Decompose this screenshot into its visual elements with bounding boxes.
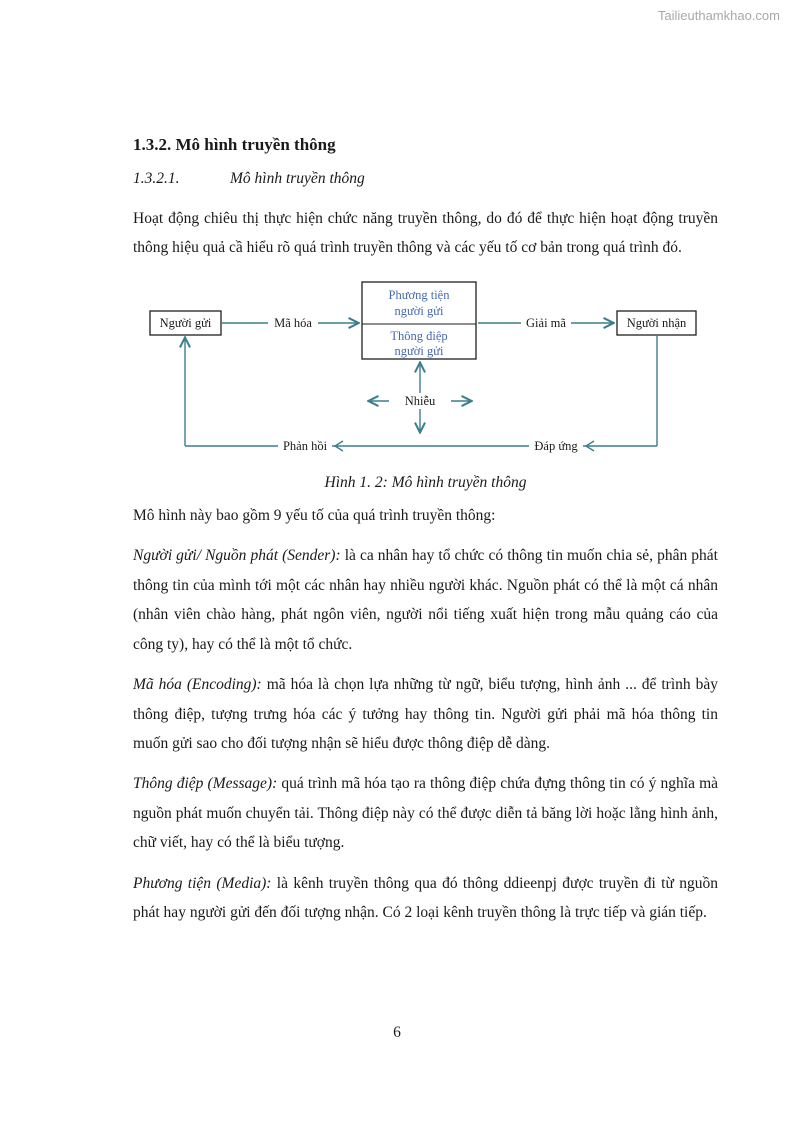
message-label-line2: người gửi	[394, 343, 444, 358]
medium-label-line1: Phương tiện	[388, 287, 450, 302]
page-content	[133, 135, 718, 939]
sub-section-title: Mô hình truyền thông	[230, 170, 365, 187]
body-sender: là ca nhân hay tổ chức có thông tin muốn chia sẻ, phân phát thông tin của mình tới một các nhân hay nhiều người khác. Nguồn phát có thể là một cá nhân (nhân viên chào hàng, phát ngôn viên, người nổi tiếng xuất hiện trong mẫu quảng cáo của công ty), hay có thể là một tổ chức.	[133, 547, 718, 653]
noise-label: Nhiễu	[404, 393, 436, 408]
sender-box-label: Người gửi	[159, 315, 212, 330]
paragraph-media	[133, 869, 718, 928]
paragraph-message	[133, 769, 718, 857]
response-label: Đáp ứng	[534, 438, 578, 453]
intro-paragraph: Hoạt động chiêu thị thực hiện chức năng truyền thông, do đó để thực hiện hoạt động truyền thông hiệu quả cầ hiểu rõ quá trình truyền thông và các yếu tố cơ bản trong quá trình đó.	[133, 210, 718, 257]
page-number: 6	[393, 1024, 401, 1041]
term-encoding: Mã hóa (Encoding):	[133, 676, 262, 694]
body-encoding: mã hóa là chọn lựa những từ ngữ, biểu tượng, hình ảnh ... để trình bày thông điệp, tượng trưng hóa các ý tưởng hay thông tin. Người gửi phải mã hóa thông tin muốn gửi sao cho đối tượng nhận sẽ hiểu được thông điệp dễ dàng.	[133, 676, 718, 752]
term-sender: Người gửi/ Nguồn phát (Sender):	[133, 547, 341, 565]
watermark: Tailieuthamkhao.com	[657, 8, 780, 23]
receiver-box-label: Người nhận	[626, 315, 687, 330]
message-label-line1: Thông điệp	[390, 328, 448, 343]
communication-model-figure	[133, 274, 718, 464]
paragraph-encoding	[133, 670, 718, 758]
decode-label: Giải mã	[526, 315, 566, 330]
communication-model-diagram	[133, 274, 718, 459]
body-message: quá trình mã hóa tạo ra thông điệp chứa đựng thông tin có ý nghĩa mà nguồn phát muốn chuyển tải. Thông điệp này có thể được diễn tả băng lời hoặc lằng hình ảnh, chữ viết, hay có thể là biểu tượng.	[133, 775, 719, 852]
body-media: là kênh truyền thông qua đó thông ddieenpj được truyền đi từ nguồn phát hay người gửi đến đối tượng nhận. Có 2 loại kênh truyền thông là trực tiếp và gián tiếp.	[133, 874, 718, 922]
section-heading: 1.3.2. Mô hình truyền thông	[133, 135, 336, 154]
lead-in-paragraph: Mô hình này bao gồm 9 yếu tố của quá trình truyền thông:	[133, 506, 496, 524]
term-media: Phương tiện (Media):	[133, 874, 272, 892]
sub-section-heading	[133, 170, 718, 188]
medium-label-line2: người gửi	[394, 303, 444, 318]
encode-label: Mã hóa	[274, 315, 312, 330]
paragraph-sender	[133, 541, 718, 659]
feedback-label: Phản hồi	[282, 438, 328, 453]
sub-section-number: 1.3.2.1.	[133, 170, 180, 187]
term-message: Thông điệp (Message):	[133, 775, 278, 793]
figure-caption: Hình 1. 2: Mô hình truyền thông	[324, 473, 527, 491]
